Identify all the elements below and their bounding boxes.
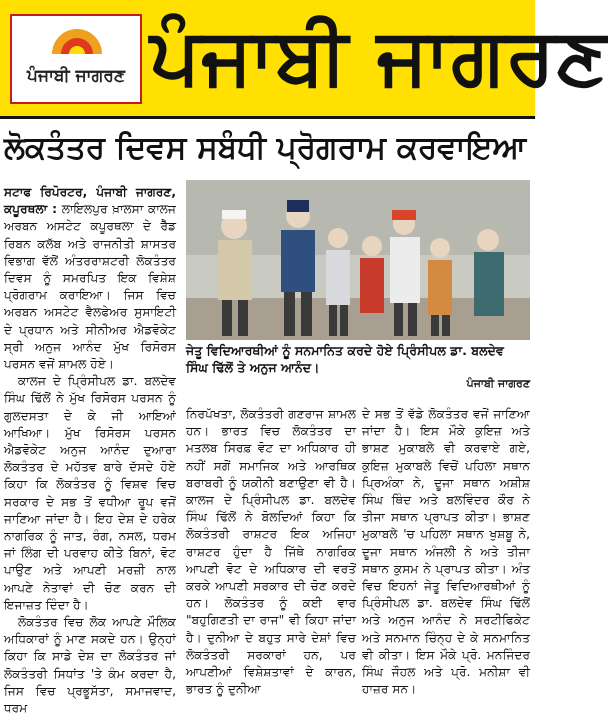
article-column-1 xyxy=(4,184,177,716)
article-headline: ਲੋਕਤੰਤਰ ਦਿਵਸ ਸਬੰਧੀ ਪ੍ਰੋਗਰਾਮ ਕਰਵਾਇਆ xyxy=(4,130,527,166)
newspaper-logo[interactable] xyxy=(10,14,142,104)
article-column-2 xyxy=(186,406,356,697)
article-paragraph: ਦੇ ਸਭ ਤੋਂ ਵੱਡੇ ਲੋਕਤੰਤਰ ਵਜੋਂ ਜਾਣਿਆ ਜਾਂਦਾ ਹੈ। ਇਸ ਮੌਕੇ ਕੁਇਜ਼ ਅਤੇ ਭਾਸ਼ਣ ਮੁਕਾਬਲੇ ਵੀ ਕਰਵਾਏ ਗਏ, ਕੁਇਜ਼ ਮੁਕਾਬਲੇ ਵਿਚੋਂ ਪਹਿਲਾ ਸਥਾਨ ਪ੍ਰਿਅੰਕਾ ਨੇ, ਦੂਜਾ ਸਥਾਨ ਅਸ਼ੀਸ਼ ਸਿੰਘ ਥਿੰਦ ਅਤੇ ਬਲਵਿੰਦਰ ਕੌਰ ਨੇ ਤੀਜਾ ਸਥਾਨ ਪ੍ਰਾਪਤ ਕੀਤਾ। ਭਾਸ਼ਣ ਮੁਕਾਬਲੇ 'ਚ ਪਹਿਲਾ ਸਥਾਨ ਖੁਸ਼ਬੂ ਨੇ, ਦੂਜਾ ਸਥਾਨ ਅੰਜਲੀ ਨੇ ਅਤੇ ਤੀਜਾ ਸਥਾਨ ਕੁਸਮ ਨੇ ਪ੍ਰਾਪਤ ਕੀਤਾ। ਅੰਤ ਵਿਚ ਇਹਨਾਂ ਜੇਤੂ ਵਿਦਿਆਰਥੀਆਂ ਨੂੰ ਪ੍ਰਿੰਸੀਪਲ ਡਾ. ਬਲਦੇਵ ਸਿੰਘ ਢਿੱਲੋਂ ਅਤੇ ਅਨੁਜ ਆਨੰਦ ਨੇ ਸਰਟੀਫਿਕੇਟ ਅਤੇ ਸਨਮਾਨ ਚਿੰਨ੍ਹ ਦੇ ਕੇ ਸਨਮਾਨਿਤ ਵੀ ਕੀਤਾ। ਇਸ ਮੌਕੇ ਪ੍ਰੋ. ਮਨਜਿੰਦਰ ਸਿੰਘ ਜੌਹਲ ਅਤੇ ਪ੍ਰੋ. ਮਨੀਸ਼ਾ ਵੀ ਹਾਜ਼ਰ ਸਨ। xyxy=(362,407,530,697)
article-paragraph xyxy=(4,184,176,373)
masthead xyxy=(0,0,608,116)
event-photo xyxy=(186,180,530,340)
event-photo-illustration xyxy=(186,180,530,340)
article-paragraph: ਨਿਰਪੱਖਤਾ, ਲੋਕਤੰਤਰੀ ਗਣਰਾਜ ਸ਼ਾਮਲ ਹਨ। ਭਾਰਤ ਵਿਚ ਲੋਕਤੰਤਰ ਦਾ ਮਤਲਬ ਸਿਰਫ਼ ਵੋਟ ਦਾ ਅਧਿਕਾਰ ਹੀ ਨਹੀਂ ਸਗੋਂ ਸਮਾਜਿਕ ਅਤੇ ਆਰਥਿਕ ਬਰਾਬਰੀ ਨੂੰ ਯਕੀਨੀ ਬਣਾਉਣਾ ਵੀ ਹੈ। ਕਾਲਜ ਦੇ ਪ੍ਰਿੰਸੀਪਲ ਡਾ. ਬਲਦੇਵ ਸਿੰਘ ਢਿੱਲੋਂ ਨੇ ਬੋਲਦਿਆਂ ਕਿਹਾ ਕਿ ਲੋਕਤੰਤਰੀ ਰਾਸ਼ਟਰ ਇਕ ਅਜਿਹਾ ਰਾਸ਼ਟਰ ਹੁੰਦਾ ਹੈ ਜਿੱਥੇ ਨਾਗਰਿਕ ਆਪਣੀ ਵੋਟ ਦੇ ਅਧਿਕਾਰ ਦੀ ਵਰਤੋਂ ਕਰਕੇ ਆਪਣੀ ਸਰਕਾਰ ਦੀ ਚੋਣ ਕਰਦੇ ਹਨ। ਲੋਕਤੰਤਰ ਨੂੰ ਕਈ ਵਾਰ "ਬਹੁਗਿਣਤੀ ਦਾ ਰਾਜ" ਵੀ ਕਿਹਾ ਜਾਂਦਾ ਹੈ। ਦੁਨੀਆ ਦੇ ਬਹੁਤ ਸਾਰੇ ਦੇਸ਼ਾਂ ਵਿਚ ਲੋਕਤੰਤਰੀ ਸਰਕਾਰਾਂ ਹਨ, ਪਰ ਆਪਣੀਆਂ ਵਿਸ਼ੇਸ਼ਤਾਵਾਂ ਦੇ ਕਾਰਨ, ਭਾਰਤ ਨੂੰ ਦੁਨੀਆ xyxy=(186,407,356,697)
dateline: ਸਟਾਫ ਰਿਪੋਰਟਰ, ਪੰਜਾਬੀ ਜਾਗਰਣ, ਕਪੂਰਥਲਾ : xyxy=(4,185,176,217)
photo-credit: ਪੰਜਾਬੀ ਜਾਗਰਣ xyxy=(466,377,530,390)
photo-caption: ਜੇਤੂ ਵਿਦਿਆਰਥੀਆਂ ਨੂੰ ਸਨਮਾਨਿਤ ਕਰਦੇ ਹੋਏ ਪ੍ਰਿੰਸੀਪਲ ਡਾ. ਬਲਦੇਵ ਸਿੰਘ ਢਿੱਲੋਂ ਤੇ ਅਨੁਜ ਆਨੰਦ। xyxy=(186,343,504,375)
article-paragraph: ਕਾਲਜ ਦੇ ਪ੍ਰਿੰਸੀਪਲ ਡਾ. ਬਲਦੇਵ ਸਿੰਘ ਢਿੱਲੋਂ ਨੇ ਮੁੱਖ ਰਿਸੋਰਸ ਪਰਸਨ ਨੂੰ ਗੁਲਦਸਤਾ ਦੇ ਕੇ ਜੀ ਆਇਆਂ ਆਖਿਆ। ਮੁੱਖ ਰਿਸੋਰਸ ਪਰਸਨ ਐਡਵੋਕੇਟ ਅਨੁਜ ਆਨੰਦ ਦੁਆਰਾ ਲੋਕਤੰਤਰ ਦੇ ਮਹੱਤਵ ਬਾਰੇ ਦੱਸਦੇ ਹੋਏ ਕਿਹਾ ਕਿ ਲੋਕਤੰਤਰ ਨੂੰ ਵਿਸ਼ਵ ਵਿਚ ਸਰਕਾਰ ਦੇ ਸਭ ਤੋਂ ਵਧੀਆ ਰੂਪ ਵਜੋਂ ਜਾਣਿਆ ਜਾਂਦਾ ਹੈ। ਇਹ ਦੇਸ਼ ਦੇ ਹਰੇਕ ਨਾਗਰਿਕ ਨੂੰ ਜਾਤ, ਰੰਗ, ਨਸਲ, ਧਰਮ ਜਾਂ ਲਿੰਗ ਦੀ ਪਰਵਾਹ ਕੀਤੇ ਬਿਨਾਂ, ਵੋਟ ਪਾਉਣ ਅਤੇ ਆਪਣੀ ਮਰਜ਼ੀ ਨਾਲ ਆਪਣੇ ਨੇਤਾਵਾਂ ਦੀ ਚੋਣ ਕਰਨ ਦੀ ਇਜਾਜ਼ਤ ਦਿੰਦਾ ਹੈ। xyxy=(4,374,176,612)
article-column-3 xyxy=(362,406,530,697)
masthead-divider xyxy=(0,116,535,119)
article-text: ਲਾਇਲਪੁਰ ਖ਼ਾਲਸਾ ਕਾਲਜ ਅਰਬਨ ਅਸਟੇਟ ਕਪੂਰਥਲਾ ਦੇ ਰੈੱਡ ਰਿਬਨ ਕਲੱਬ ਅਤੇ ਰਾਜਨੀਤੀ ਸ਼ਾਸਤਰ ਵਿਭਾਗ ਵੱਲੋਂ ਅੰਤਰਰਾਸ਼ਟਰੀ ਲੋਕਤੰਤਰ ਦਿਵਸ ਨੂੰ ਸਮਰਪਿਤ ਇਕ ਵਿਸ਼ੇਸ਼ ਪ੍ਰੋਗਰਾਮ ਕਰਾਇਆ। ਜਿਸ ਵਿਚ ਅਰਬਨ ਅਸਟੇਟ ਵੈਲਫੇਅਰ ਸੁਸਾਇਟੀ ਦੇ ਪ੍ਰਧਾਨ ਅਤੇ ਸੀਨੀਅਰ ਐਡਵੋਕੇਟ ਸ੍ਰੀ ਅਨੁਜ ਆਨੰਦ ਮੁੱਖ ਰਿਸੋਰਸ ਪਰਸਨ ਵਜੋਂ ਸ਼ਾਮਲ ਹੋਏ। xyxy=(4,202,177,372)
rising-sun-icon xyxy=(48,24,106,54)
logo-wordmark: ਪੰਜਾਬੀ ਜਾਗਰਣ xyxy=(27,66,125,86)
article-paragraph: ਲੋਕਤੰਤਰ ਵਿਚ ਲੋਕ ਆਪਣੇ ਮੌਲਿਕ ਅਧਿਕਾਰਾਂ ਨੂੰ ਮਾਣ ਸਕਦੇ ਹਨ। ਉਨ੍ਹਾਂ ਕਿਹਾ ਕਿ ਸਾਡੇ ਦੇਸ਼ ਦਾ ਲੋਕਤੰਤਰ ਜਾਂ ਲੋਕਤੰਤਰੀ ਸਿਧਾਂਤ 'ਤੇ ਕੰਮ ਕਰਦਾ ਹੈ, ਜਿਸ ਵਿਚ ਪ੍ਰਭੂਸੱਤਾ, ਸਮਾਜਵਾਦ, ਧਰਮ xyxy=(4,615,176,716)
newspaper-title: ਪੰਜਾਬੀ ਜਾਗਰਣ xyxy=(150,12,608,102)
